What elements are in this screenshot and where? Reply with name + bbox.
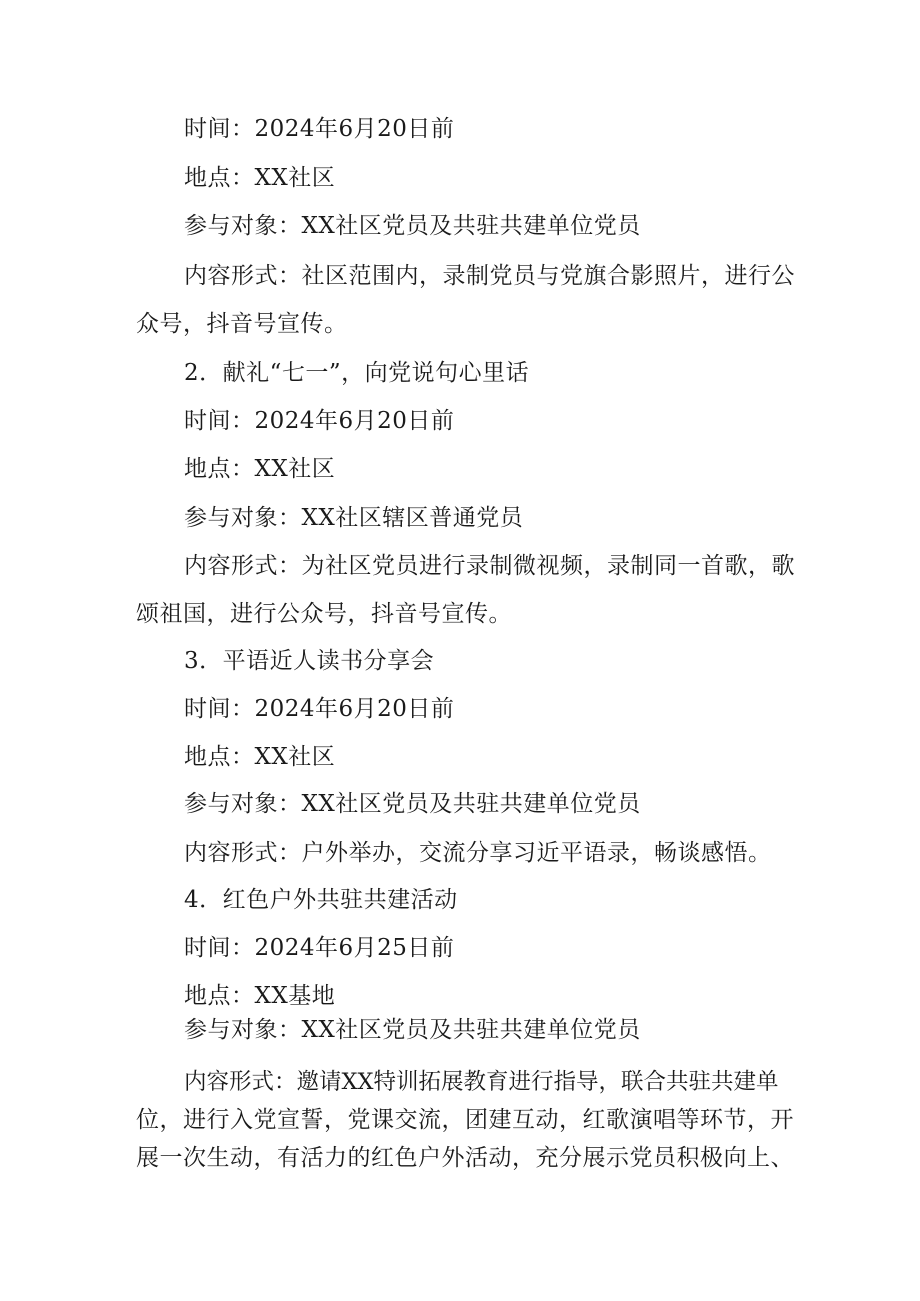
line-participants-3: 参与对象：XX社区党员及共驻共建单位党员 bbox=[184, 791, 641, 817]
line-time-1: 时间：2024年6月20日前 bbox=[184, 116, 455, 142]
line-participants-1: 参与对象：XX社区党员及共驻共建单位党员 bbox=[184, 213, 641, 239]
line-time-4: 时间：2024年6月25日前 bbox=[184, 935, 455, 961]
line-content-2b: 颂祖国，进行公众号，抖音号宣传。 bbox=[136, 601, 512, 627]
line-content-1b: 众号，抖音号宣传。 bbox=[136, 311, 348, 337]
line-location-2: 地点：XX社区 bbox=[184, 456, 336, 482]
line-location-1: 地点：XX社区 bbox=[184, 165, 336, 191]
line-content-4b: 位，进行入党宣誓，党课交流，团建互动，红歌演唱等环节，开 bbox=[136, 1107, 794, 1133]
heading-item-4: 4．红色户外共驻共建活动 bbox=[184, 887, 458, 913]
line-content-2a: 内容形式：为社区党员进行录制微视频，录制同一首歌，歌 bbox=[184, 553, 795, 579]
heading-item-2: 2．献礼“七一”，向党说句心里话 bbox=[184, 360, 530, 386]
line-content-3: 内容形式：户外举办，交流分享习近平语录，畅谈感悟。 bbox=[184, 840, 772, 866]
line-time-3: 时间：2024年6月20日前 bbox=[184, 696, 455, 722]
line-participants-4: 参与对象：XX社区党员及共驻共建单位党员 bbox=[184, 1017, 641, 1043]
line-content-4a: 内容形式：邀请XX特训拓展教育进行指导，联合共驻共建单 bbox=[184, 1069, 779, 1095]
line-content-1a: 内容形式：社区范围内，录制党员与党旗合影照片，进行公 bbox=[184, 263, 795, 289]
line-location-4: 地点：XX基地 bbox=[184, 983, 336, 1009]
line-location-3: 地点：XX社区 bbox=[184, 744, 336, 770]
heading-item-3: 3．平语近人读书分享会 bbox=[184, 648, 435, 674]
line-time-2: 时间：2024年6月20日前 bbox=[184, 408, 455, 434]
line-content-4c: 展一次生动，有活力的红色户外活动，充分展示党员积极向上、 bbox=[136, 1145, 794, 1171]
line-participants-2: 参与对象：XX社区辖区普通党员 bbox=[184, 505, 524, 531]
